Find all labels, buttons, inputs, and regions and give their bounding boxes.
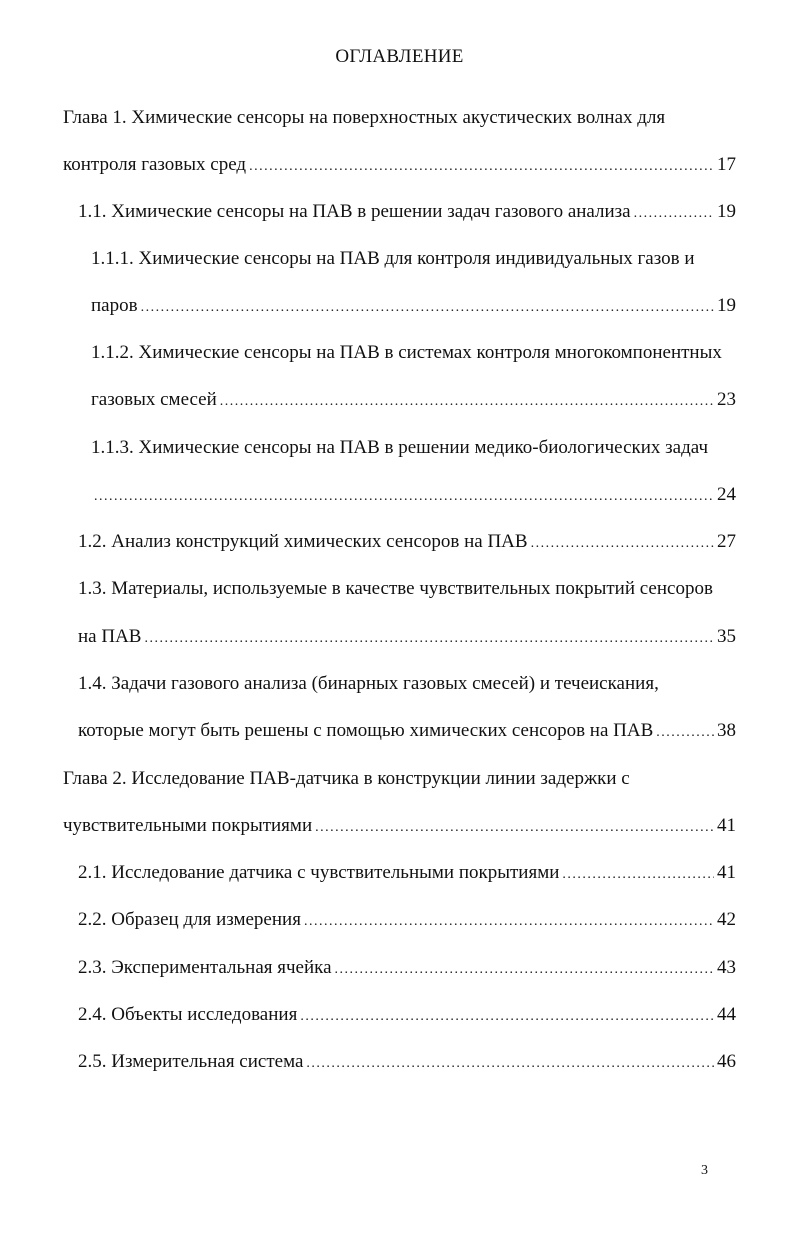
leader-dots xyxy=(300,1005,714,1029)
leader-dots xyxy=(304,910,714,934)
toc-entry-text: 1.2. Анализ конструкций химических сенсоров на ПАВ xyxy=(78,531,528,552)
toc-line xyxy=(78,908,736,932)
toc-entry-text: 2.2. Образец для измерения xyxy=(78,909,301,930)
toc-entry-text: чувствительными покрытиями xyxy=(63,815,313,836)
toc-page-number: 19 xyxy=(717,295,736,316)
toc-entry-text: на ПАВ xyxy=(78,626,142,647)
leader-dots xyxy=(144,627,714,651)
leader-dots xyxy=(562,863,714,887)
toc-line xyxy=(91,247,694,271)
toc-entry-text: 2.1. Исследование датчика с чувствительными покрытиями xyxy=(78,862,560,883)
toc-page-number: 41 xyxy=(717,862,736,883)
toc-line xyxy=(63,106,665,130)
toc-line xyxy=(63,814,736,838)
toc-line xyxy=(78,625,736,649)
toc-entry-text: 1.4. Задачи газового анализа (бинарных газовых смесей) и течеискания, xyxy=(78,673,659,694)
page-number: 3 xyxy=(701,1163,708,1178)
toc-entry-text: 1.1.2. Химические сенсоры на ПАВ в системах контроля многокомпонентных xyxy=(91,342,722,363)
toc-entry-text: 2.3. Экспериментальная ячейка xyxy=(78,957,332,978)
toc-page-number: 46 xyxy=(717,1051,736,1072)
toc-line xyxy=(91,341,722,365)
toc-line xyxy=(91,483,736,507)
toc-entry-text: контроля газовых сред xyxy=(63,154,247,175)
toc-entry-text: 1.3. Материалы, используемые в качестве чувствительных покрытий сенсоров xyxy=(78,578,713,599)
page-title: ОГЛАВЛЕНИЕ xyxy=(335,46,464,67)
toc-page-number: 19 xyxy=(717,201,736,222)
toc-entry-text: которые могут быть решены с помощью химических сенсоров на ПАВ xyxy=(78,720,654,741)
toc-page-number: 27 xyxy=(717,531,736,552)
toc-entry-text: газовых смесей xyxy=(91,389,217,410)
toc-page-number: 24 xyxy=(717,484,736,505)
toc-line xyxy=(78,577,713,601)
leader-dots xyxy=(249,155,714,179)
toc-line xyxy=(78,530,736,554)
toc-line xyxy=(91,388,736,412)
toc-page-number: 35 xyxy=(717,626,736,647)
toc-line xyxy=(91,436,708,460)
toc-line xyxy=(78,956,736,980)
toc-page-number: 43 xyxy=(717,957,736,978)
toc-entry-text: паров xyxy=(91,295,138,316)
toc-entry-text: Глава 2. Исследование ПАВ-датчика в конструкции линии задержки с xyxy=(63,768,630,789)
toc-page-number: 38 xyxy=(717,720,736,741)
toc-page-number: 41 xyxy=(717,815,736,836)
toc-line xyxy=(63,153,736,177)
toc-line xyxy=(78,200,736,224)
toc-page-number: 23 xyxy=(717,389,736,410)
toc-entry-text: 1.1.3. Химические сенсоры на ПАВ в решении медико-биологических задач xyxy=(91,437,708,458)
leader-dots xyxy=(315,816,714,840)
toc-entry-text: 2.5. Измерительная система xyxy=(78,1051,304,1072)
leader-dots xyxy=(335,958,714,982)
leader-dots xyxy=(141,296,714,320)
toc-entry-text: 1.1.1. Химические сенсоры на ПАВ для контроля индивидуальных газов и xyxy=(91,248,695,269)
toc-line xyxy=(78,1050,736,1074)
toc-line xyxy=(78,719,736,743)
leader-dots xyxy=(656,721,714,745)
toc-line xyxy=(78,672,659,696)
toc-page-number: 42 xyxy=(717,909,736,930)
toc-entry-text: 2.4. Объекты исследования xyxy=(78,1004,298,1025)
toc-line xyxy=(91,294,736,318)
leader-dots xyxy=(94,485,714,509)
toc-line xyxy=(78,861,736,885)
toc-entry-text: 1.1. Химические сенсоры на ПАВ в решении задач газового анализа xyxy=(78,201,631,222)
leader-dots xyxy=(531,532,714,556)
leader-dots xyxy=(306,1052,714,1076)
toc-line xyxy=(63,767,630,791)
toc-line xyxy=(78,1003,736,1027)
toc-entry-text: Глава 1. Химические сенсоры на поверхностных акустических волнах для xyxy=(63,107,666,128)
leader-dots xyxy=(634,202,714,226)
toc-page-number: 17 xyxy=(717,154,736,175)
leader-dots xyxy=(220,390,714,414)
toc-page-number: 44 xyxy=(717,1004,736,1025)
